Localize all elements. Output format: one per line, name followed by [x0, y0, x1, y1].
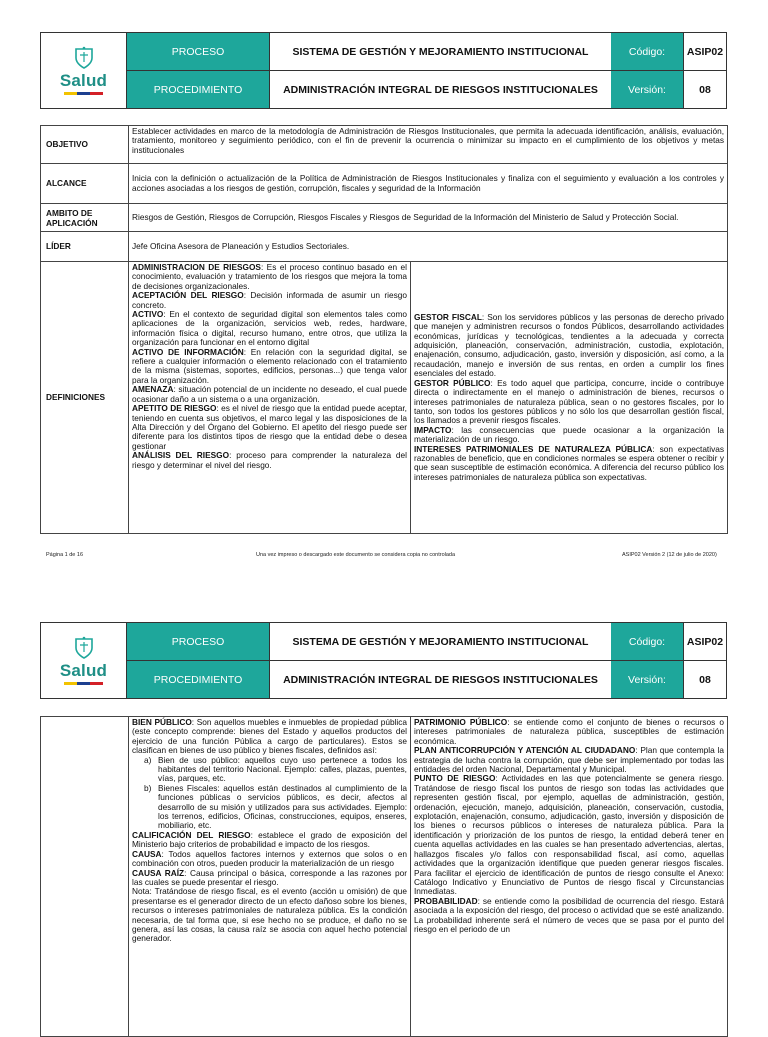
def-item: ACTIVO DE INFORMACIÓN: En relación con la seguridad digital, se refiere a cualquier información o elemento relacionado con el tratamiento de la misma (sistemas, soportes, edificios, personas...) que tenga valor para la organización.: [132, 346, 408, 385]
empty-label-cell: [41, 717, 129, 1037]
procedure-table: [40, 125, 728, 534]
def-item: ANÁLISIS DEL RIESGO: proceso para comprender la naturaleza del riesgo y determinar el nivel del riesgo.: [132, 450, 407, 470]
def-item: PATRIMONIO PÚBLICO: se entiende como el conjunto de bienes o recursos o intereses patrimoniales de naturaleza pública, susceptibles de estimación económica.: [414, 717, 724, 746]
objetivo-label: OBJETIVO: [41, 126, 129, 164]
bien-publico-list: [132, 756, 407, 831]
footer-version: ASIP02 Versión 2 (12 de julio de 2020): [622, 552, 717, 558]
list-item: b) Bienes Fiscales: aquellos están destinados al cumplimiento de la funciones públicas o servicios públicos, es decir, afectos al desarrollo de su misión y utilizados para sus actividades. Ejemplo: los terrenos, edificios, Oficinas, construcciones, equipos, enseres, mobiliario, etc.: [144, 782, 407, 831]
codigo-value: ASIP02: [683, 33, 726, 70]
codigo-label: Código:: [611, 33, 683, 70]
list-item: a) Bien de uso público: aquellos cuyo uso pertenece a todos los habitantes del territorio Nacional. Ejemplo: calles, plazas, puentes, vías, parques, etc.: [144, 754, 407, 784]
def-item: CAUSA RAÍZ: Causa principal o básica, corresponde a las razones por las cuales se puede presentar el riesgo.: [132, 867, 407, 887]
definiciones-label: DEFINICIONES: [41, 262, 129, 534]
proceso-value: SISTEMA DE GESTIÓN Y MEJORAMIENTO INSTITUCIONAL: [269, 623, 611, 660]
def-item: ADMINISTRACION DE RIESGOS: Es el proceso continuo basado en el conocimiento, evaluación y tratamiento de los riesgos que mejora la toma de decisiones organizacionales.: [132, 262, 407, 291]
salud-logo: [41, 623, 127, 698]
lider-label: LÍDER: [41, 232, 129, 262]
def-item: INTERESES PATRIMONIALES DE NATURALEZA PÚBLICA: son expectativas razonables de beneficio, que en condiciones normales se espera obtener o recibir y que sean susceptible de estimación económica. A diferencia del recurso público los intereses patrimoniales de naturaleza pública son expectativas.: [414, 443, 725, 482]
footer-disclaimer: Una vez impreso o descargado este documento se considera copia no controlada: [256, 552, 456, 558]
definiciones-left: [129, 262, 411, 534]
def-item: GESTOR FISCAL: Son los servidores públicos y las personas de derecho privado que manejen y administren recursos o fondos Públicos, desarrollando actividades económicas, jurídicas y tecnológicas, tendientes a la adecuada y correcta adquisición, planeación, conservación, administración, custodia, explotación, enajenación, consumo, adjudicación, gasto, inversión y disposición, así como, a la recaudación, manejo e inversión de sus rentas, en orden a cumplir los fines esenciales del estado.: [414, 311, 725, 379]
document-header: [40, 32, 727, 109]
def-item: PUNTO DE RIESGO: Actividades en las que potencialmente se genera riesgo. Tratándose de riesgo fiscal los puntos de riesgo son todas las actividades que representen gestión fiscal, por ejemplo, aquellas de administración, gestión, ordenación, ejecución, manejo, adquisición, planeación, conservación, custodia, explotación, enajenación, consumo, adjudicación, gasto, inversión y disposición de los bienes o recursos públicos o intereses de naturaleza pública. Para la identificación y priorización de los puntos de riesgo, la entidad deberá tener en cuenta aquellas actividades en las cuales se han presentado advertencias, alertas, hallazgos fiscales y/o fallos con responsabilidad fiscal, así como, aquellas actividades que la organización identifique que pueden generar riesgos fiscales. Para facilitar el ejercicio de identificación de puntos de riesgo consulte el Anexo: Catálogo Indicativo y Enunciativo de Puntos de riesgo fiscal y Circunstancias Inmediatas.: [414, 773, 724, 897]
def-item: PROBABILIDAD: se entiende como la posibilidad de ocurrencia del riesgo. Estará asociada a la exposición del riesgo, del proceso o actividad que se esté analizando. La probabilidad inherente será el número de veces que se pasa por el punto del riesgo en el periodo de un: [414, 895, 724, 934]
footer-page-number: Página 1 de 16: [46, 552, 84, 558]
def-item: APETITO DE RIESGO: es el nivel de riesgo que la entidad puede aceptar, teniendo en cuenta sus objetivos, el marco legal y las disposiciones de la Alta Dirección y del Órgano del Gobierno. El apetito del riesgo puede ser diferente para los distintos tipos de riesgo que la entidad debe o desea gestionar: [132, 403, 407, 451]
def-item: GESTOR PÚBLICO: Es todo aquel que participa, concurre, incide o contribuye directa o indirectamente en el manejo o administración de bienes, recursos o intereses patrimoniales de naturaleza pública, sean o no gestores fiscales, por lo tanto, son todos los gestores públicos y no sólo los que desarrollan gestión fiscal, los llamados a prevenir riesgos fiscales.: [414, 377, 725, 426]
def-item: Nota: Tratándose de riesgo fiscal, es el evento (acción u omisión) de que presentarse es el generador directo de un efecto dañoso sobre los bienes, recursos o intereses patrimoniales de naturaleza pública. Es la condición necesaria, de tal forma que, si ese hecho no se produce, el daño no se genera, así las cosas, la causa raíz se asocia con aquel hecho potencial generador.: [132, 886, 407, 944]
procedimiento-value: ADMINISTRACIÓN INTEGRAL DE RIESGOS INSTITUCIONALES: [269, 71, 611, 108]
lider-text: Jefe Oficina Asesora de Planeación y Estudios Sectoriales.: [129, 232, 728, 262]
ambito-label: AMBITO DE APLICACIÓN: [41, 204, 129, 232]
def-item: CALIFICACIÓN DEL RIESGO: establece el grado de exposición del Ministerio bajo criterios de probabilidad e impacto de los riesgos.: [132, 829, 407, 850]
version-label: Versión:: [611, 661, 683, 698]
def-item: AMENAZA: situación potencial de un incidente no deseado, el cual puede ocasionar daño a un sistema o a una organización.: [132, 384, 407, 404]
alcance-label: ALCANCE: [41, 164, 129, 204]
def-item: CAUSA: Todos aquellos factores internos y externos que solos o en combinación con otros, pueden producir la materialización de un riesgo: [132, 848, 407, 869]
salud-logo: [41, 33, 127, 108]
version-value: 08: [683, 71, 726, 108]
ambito-text: Riesgos de Gestión, Riesgos de Corrupción, Riesgos Fiscales y Riesgos de Seguridad de la Información del Ministerio de Salud y Protección Social.: [129, 204, 728, 232]
definitions-table: [40, 716, 728, 1037]
proceso-label: PROCESO: [127, 33, 269, 70]
logo-wordmark: Salud: [59, 71, 108, 90]
version-value: 08: [683, 661, 726, 698]
document-header: [40, 622, 727, 699]
version-label: Versión:: [611, 71, 683, 108]
flag-stripe: [64, 682, 104, 685]
def-item: IMPACTO: las consecuencias que puede ocasionar a la organización la materialización de un riesgo.: [414, 424, 725, 445]
proceso-value: SISTEMA DE GESTIÓN Y MEJORAMIENTO INSTITUCIONAL: [269, 33, 611, 70]
def-item: PLAN ANTICORRUPCIÓN Y ATENCIÓN AL CIUDADANO: Plan que contempla la estrategia de lucha contra la corrupción, que debe ser implementado por todas las entidades del orden Nacional, Departamental y Municipal.: [414, 745, 724, 775]
procedimiento-label: PROCEDIMIENTO: [127, 71, 269, 108]
coat-of-arms-icon: [73, 636, 95, 660]
logo-wordmark: Salud: [59, 661, 108, 680]
objetivo-text: Establecer actividades en marco de la metodología de Administración de Riesgos Institucionales, que permita la adecuada identificación, análisis, evaluación, tratamiento, monitoreo y seguimiento periódico, con el fin de prevenir la ocurrencia o minimizar su impacto en el cumplimiento de los objetivos y metas institucionales: [129, 126, 728, 164]
alcance-text: Inicia con la definición o actualización de la Política de Administración de Riesgos Institucionales y finaliza con el seguimiento y evaluación a los controles y acciones asociadas a los riesgos de gestión, corrupción, fiscales y seguridad de la Información: [129, 164, 728, 204]
definitions-right: [411, 717, 728, 1037]
definiciones-right: [411, 262, 728, 534]
def-item: ACEPTACIÓN DEL RIESGO: Decisión informada de asumir un riesgo concreto.: [132, 290, 407, 310]
procedimiento-value: ADMINISTRACIÓN INTEGRAL DE RIESGOS INSTITUCIONALES: [269, 661, 611, 698]
codigo-value: ASIP02: [683, 623, 726, 660]
def-item: BIEN PÚBLICO: Son aquellos muebles e inmuebles de propiedad pública (este concepto comprende: bienes del Estado y aquellos productos del ejercicio de una función Pública a cargo de particulares). Estos se clasifican en bienes de uso público y bienes fiscales, definidos así:: [132, 717, 408, 756]
codigo-label: Código:: [611, 623, 683, 660]
coat-of-arms-icon: [73, 46, 95, 70]
definitions-left: [129, 717, 411, 1037]
procedimiento-label: PROCEDIMIENTO: [127, 661, 269, 698]
def-item: ACTIVO: En el contexto de seguridad digital son elementos tales como aplicaciones de la organización, servicios web, redes, hardware, información física o digital, recurso humano, entre otros, que utiliza la organización para funcionar en el entorno digital: [132, 309, 407, 348]
flag-stripe: [64, 92, 104, 95]
proceso-label: PROCESO: [127, 623, 269, 660]
